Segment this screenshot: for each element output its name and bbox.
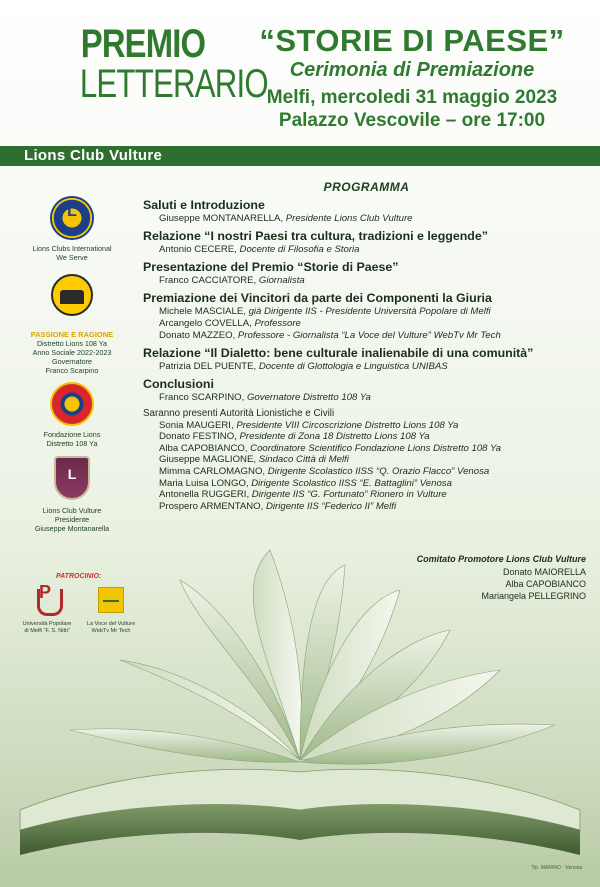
speaker-role: Professore - Giornalista “La Voce del Vulture” WebTv Mr Tech bbox=[237, 330, 501, 341]
section-heading: Premiazione dei Vincitori da parte dei Componenti la Giuria bbox=[143, 291, 492, 305]
event-place: Palazzo Vescovile – ore 17:00 bbox=[278, 110, 546, 131]
programme-section bbox=[143, 198, 590, 225]
district-logo-icon bbox=[51, 274, 93, 316]
guest-role: Dirigente IIS “G. Fortunato” Rionero in Vulture bbox=[251, 489, 447, 501]
district-line: Governatore bbox=[52, 357, 92, 366]
guest-name: Maria Luisa LONGO, bbox=[159, 477, 252, 489]
speaker-name: Franco CACCIATORE, bbox=[159, 275, 259, 286]
speaker-name: Giuseppe MONTANARELLA, bbox=[159, 213, 286, 224]
guest-role: Presidente di Zona 18 Distretto Lions 108 Ya bbox=[239, 431, 430, 443]
district-block bbox=[8, 274, 136, 375]
club-vulture-line: Lions Club Vulture bbox=[42, 506, 102, 515]
speaker-role: Docente di Glottologia e Linguistica UNIBAS bbox=[258, 361, 448, 372]
club-vulture-line: Presidente bbox=[54, 515, 90, 524]
speaker-role: Governatore Distretto 108 Ya bbox=[246, 392, 371, 403]
guest-name: Mimma CARLOMAGNO, bbox=[159, 465, 268, 477]
comitato-member: Donato MAIORELLA bbox=[502, 567, 586, 577]
fondazione-name: Fondazione Lions bbox=[43, 430, 101, 439]
patron-voce-vulture bbox=[76, 587, 146, 635]
event-subtitle: Cerimonia di Premiazione bbox=[289, 59, 535, 81]
patron-line: La Voce del Vulture bbox=[86, 621, 136, 627]
guest-name: Antonella RUGGERI, bbox=[159, 489, 252, 501]
guests-intro: Saranno presenti Autorità Lionistiche e Civili bbox=[143, 408, 335, 419]
guest-name: Prospero ARMENTANO, bbox=[159, 500, 266, 512]
fondazione-logo-icon bbox=[50, 382, 94, 426]
guest-name: Sonia MAUGERI, bbox=[159, 419, 237, 431]
section-heading: Saluti e Introduzione bbox=[143, 198, 265, 212]
speaker-name: Antonio CECERE, bbox=[159, 244, 240, 255]
programme-title: PROGRAMMA bbox=[323, 180, 410, 194]
comitato-member: Alba CAPOBIANCO bbox=[505, 579, 586, 589]
speaker-line bbox=[143, 275, 590, 287]
guest-line bbox=[143, 489, 590, 501]
guests-section bbox=[143, 408, 590, 512]
guest-role: Coordinatore Scientifico Fondazione Lions Distretto 108 Ya bbox=[250, 442, 502, 454]
guest-role: Presidente VIII Circoscrizione Distretto Lions 108 Ya bbox=[236, 419, 459, 431]
speaker-name: Franco SCARPINO, bbox=[159, 392, 247, 403]
programme-section bbox=[143, 229, 590, 256]
lions-international-name: Lions Clubs International bbox=[32, 244, 112, 253]
speaker-role: già Dirigente IIS - Presidente Università Popolare di Melfi bbox=[248, 306, 491, 317]
guest-line bbox=[143, 420, 590, 432]
speaker-role: Presidente Lions Club Vulture bbox=[285, 213, 413, 224]
speaker-name: Patrizia DEL PUENTE, bbox=[159, 361, 259, 372]
speaker-name: Arcangelo COVELLA, bbox=[159, 318, 255, 329]
district-line: Franco Scarpino bbox=[45, 366, 99, 375]
patron-line: di Melfi “F. S. Nitti” bbox=[24, 628, 70, 634]
section-heading: Relazione “I nostri Paesi tra cultura, tradizioni e leggende” bbox=[143, 229, 488, 243]
lions-international-block bbox=[8, 196, 136, 262]
club-vulture-shield-icon bbox=[54, 456, 90, 500]
premio-word: PREMIO bbox=[80, 22, 206, 66]
section-heading: Conclusioni bbox=[143, 377, 214, 391]
comitato-title: Comitato Promotore Lions Club Vulture bbox=[416, 554, 586, 564]
guest-name: Giuseppe MAGLIONE, bbox=[159, 454, 259, 466]
speaker-line bbox=[143, 213, 590, 225]
programme-section bbox=[143, 291, 590, 342]
guest-line bbox=[143, 454, 590, 466]
guest-role: Sindaco Città di Melfi bbox=[258, 454, 349, 466]
printer-credit: Tip. MARINO · Venosa bbox=[531, 865, 582, 871]
district-line: Distretto Lions 108 Ya bbox=[36, 339, 108, 348]
fondazione-block bbox=[8, 382, 136, 448]
comitato-member: Mariangela PELLEGRINO bbox=[481, 591, 586, 601]
section-heading: Relazione “Il Dialetto: bene culturale inalienabile di una comunità” bbox=[143, 346, 534, 360]
speaker-line bbox=[143, 330, 590, 342]
speaker-role: Docente di Filosofia e Storia bbox=[239, 244, 360, 255]
lions-international-motto: We Serve bbox=[56, 253, 88, 262]
speaker-role: Professore bbox=[254, 318, 301, 329]
district-motto: PASSIONE E RAGIONE bbox=[30, 330, 114, 339]
guest-line bbox=[143, 466, 590, 478]
section-heading: Presentazione del Premio “Storie di Paese” bbox=[143, 260, 399, 274]
guest-line bbox=[143, 501, 590, 513]
speaker-name: Donato MAZZEO, bbox=[159, 330, 238, 341]
programme-section bbox=[143, 346, 590, 373]
guest-name: Donato FESTINO, bbox=[159, 431, 240, 443]
speaker-name: Michele MASCIALE, bbox=[159, 306, 249, 317]
fondazione-district: Distretto 108 Ya bbox=[46, 439, 98, 448]
guest-line bbox=[143, 443, 590, 455]
club-name-band: Lions Club Vulture bbox=[24, 147, 163, 164]
speaker-line bbox=[143, 306, 590, 318]
programme-section bbox=[143, 260, 590, 287]
patron-line: WebTv Mr Tech bbox=[91, 628, 131, 634]
event-date: Melfi, mercoledi 31 maggio 2023 bbox=[266, 87, 558, 108]
speaker-role: Giornalista bbox=[258, 275, 305, 286]
patron-universita bbox=[12, 587, 82, 635]
district-line: Anno Sociale 2022-2023 bbox=[32, 348, 112, 357]
programme bbox=[143, 180, 590, 516]
patron-line: Università Popolare bbox=[22, 621, 72, 627]
event-title: “STORIE DI PAESE” bbox=[259, 23, 565, 58]
speaker-line bbox=[143, 244, 590, 256]
speaker-line bbox=[143, 318, 590, 330]
event-heading bbox=[234, 24, 590, 132]
universita-popolare-logo-icon bbox=[33, 587, 61, 615]
comitato-promotore bbox=[417, 553, 586, 602]
letterario-word: LETTERARIO bbox=[79, 62, 268, 106]
guest-name: Alba CAPOBIANCO, bbox=[159, 442, 251, 454]
guest-role: Dirigente Scolastico IISS “Q. Orazio Flacco” Venosa bbox=[267, 465, 490, 477]
lions-international-logo-icon bbox=[50, 196, 94, 240]
club-vulture-block bbox=[8, 456, 136, 533]
guest-role: Dirigente IIS “Federico II” Melfi bbox=[265, 500, 397, 512]
patrocinio-label: PATROCINIO: bbox=[56, 573, 102, 580]
speaker-line bbox=[143, 361, 590, 373]
guest-line bbox=[143, 431, 590, 443]
speaker-line bbox=[143, 392, 590, 404]
programme-section bbox=[143, 377, 590, 404]
club-vulture-line: Giuseppe Montanarella bbox=[34, 524, 110, 533]
guest-role: Dirigente Scolastico IISS “E. Battaglini” Venosa bbox=[251, 477, 452, 489]
premio-letterario-title bbox=[62, 22, 268, 106]
voce-del-vulture-logo-icon bbox=[98, 587, 124, 613]
guest-line bbox=[143, 478, 590, 490]
